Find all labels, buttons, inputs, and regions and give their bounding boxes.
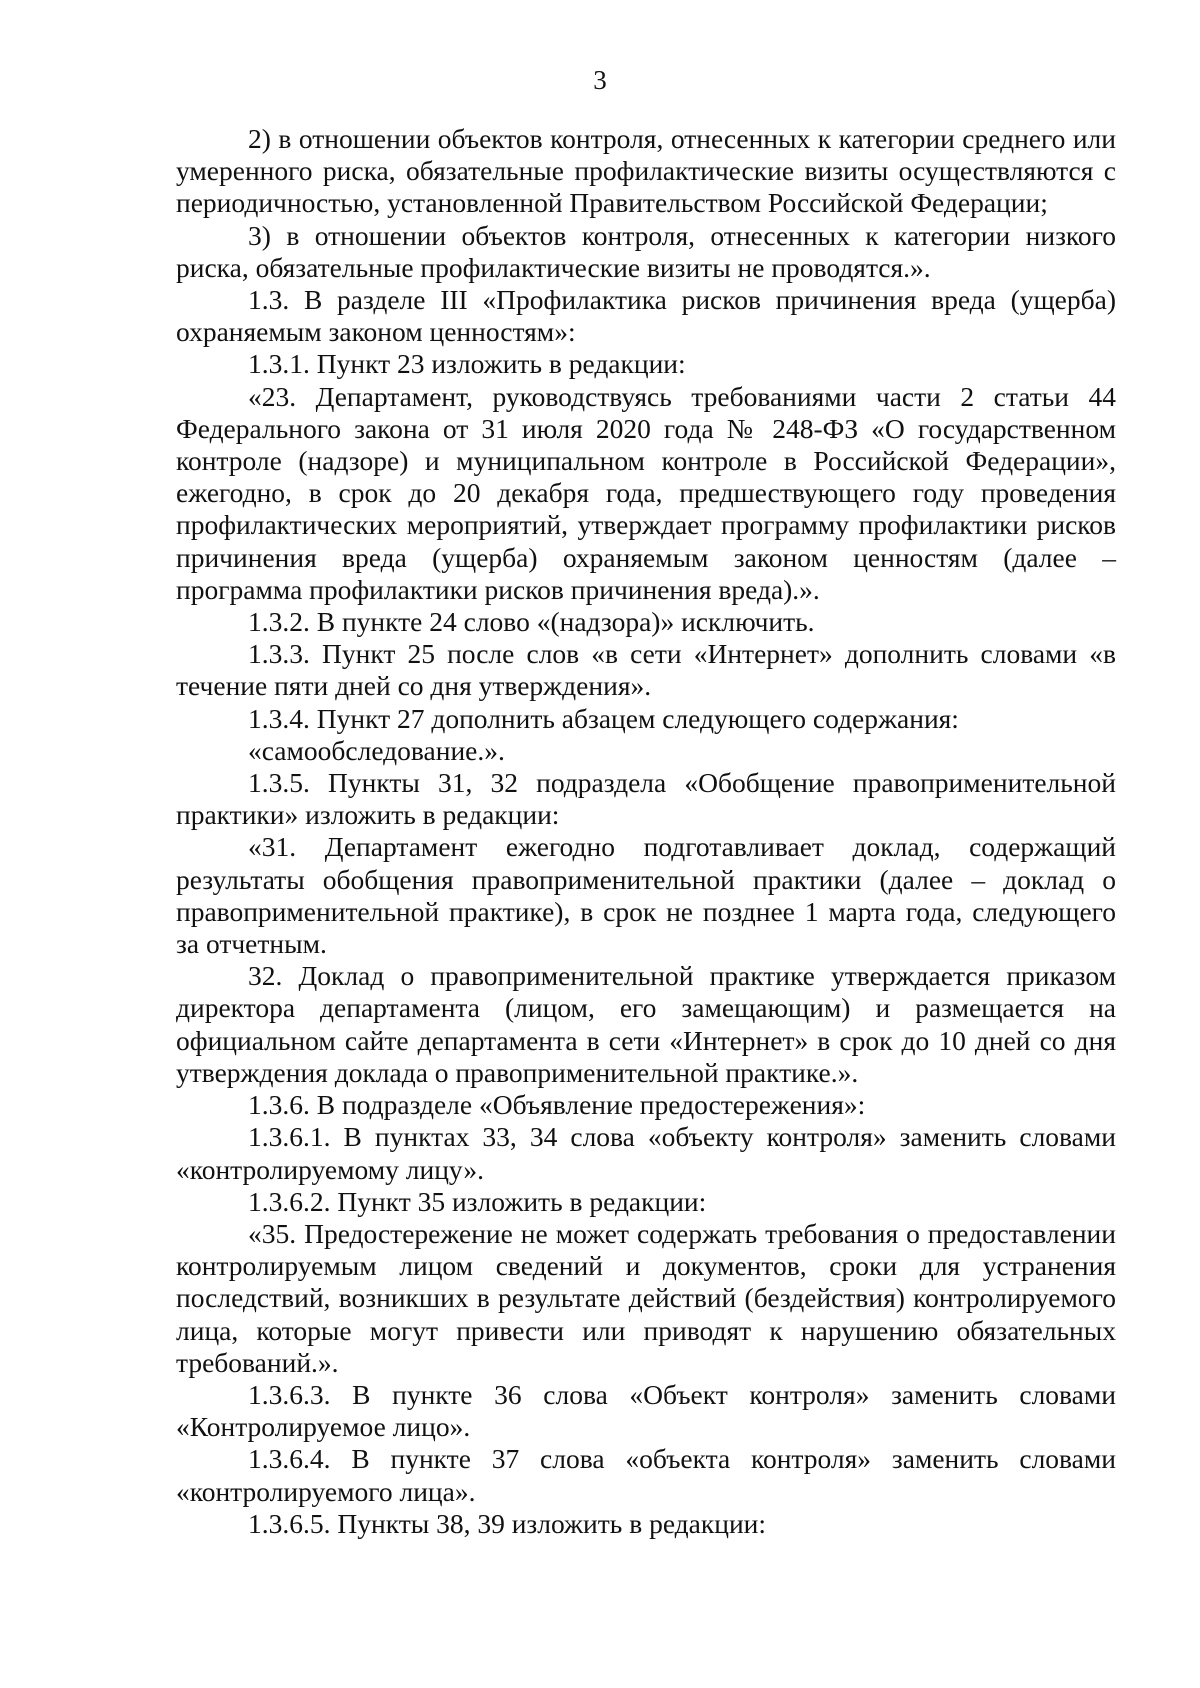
paragraph: «31. Департамент ежегодно подготавливает доклад, содержащий результаты обобщения правоприменительной практики (далее – доклад о правоприменительной практике), в срок не позднее 1 марта года, следующего за отчетным. [176,831,1116,960]
paragraph: 1.3.6.4. В пункте 37 слова «объекта контроля» заменить словами «контролируемого лица». [176,1443,1116,1507]
paragraph: 3) в отношении объектов контроля, отнесенных к категории низкого риска, обязательные профилактические визиты не проводятся.». [176,219,1116,283]
paragraph: 1.3. В разделе III «Профилактика рисков причинения вреда (ущерба) охраняемым законом ценностям»: [176,284,1116,348]
document-body [176,123,1116,1540]
paragraph: 2) в отношении объектов контроля, отнесенных к категории среднего или умеренного риска, обязательные профилактические визиты осуществляются с периодичностью, установленной Правительством Российской Федерации; [176,123,1116,219]
page-number: 3 [593,65,607,95]
paragraph: 1.3.4. Пункт 27 дополнить абзацем следующего содержания: [248,702,959,734]
paragraph: «самообследование.». [248,734,505,766]
paragraph: 1.3.6.5. Пункты 38, 39 изложить в редакции: [248,1507,767,1539]
paragraph: 1.3.5. Пункты 31, 32 подраздела «Обобщение правоприменительной практики» изложить в редакции: [176,767,1116,831]
paragraph: 1.3.1. Пункт 23 изложить в редакции: [248,348,686,380]
paragraph: 1.3.2. В пункте 24 слово «(надзора)» исключить. [248,606,815,638]
paragraph: 1.3.6.1. В пунктах 33, 34 слова «объекту контроля» заменить словами «контролируемому лицу». [176,1121,1116,1185]
paragraph: «23. Департамент, руководствуясь требованиями части 2 статьи 44 Федерального закона от 31 июля 2020 года № 248-ФЗ «О государственном контроле (надзоре) и муниципальном контроле в Российской Федерации», ежегодно, в срок до 20 декабря года, предшествующего году проведения профилактических мероприятий, утверждает программу профилактики рисков причинения вреда (ущерба) охраняемым законом ценностям (далее – программа профилактики рисков причинения вреда).». [176,380,1116,605]
paragraph: 1.3.3. Пункт 25 после слов «в сети «Интернет» дополнить словами «в течение пяти дней со дня утверждения». [176,638,1116,702]
paragraph: «35. Предостережение не может содержать требования о предоставлении контролируемым лицом сведений и документов, сроки для устранения последствий, возникших в результате действий (бездействия) контролируемого лица, которые могут привести или приводят к нарушению обязательных требований.». [176,1217,1116,1378]
paragraph: 1.3.6.3. В пункте 36 слова «Объект контроля» заменить словами «Контролируемое лицо». [176,1378,1116,1443]
paragraph: 1.3.6.2. Пункт 35 изложить в редакции: [248,1185,707,1217]
paragraph: 1.3.6. В подразделе «Объявление предостережения»: [248,1089,866,1121]
paragraph: 32. Доклад о правоприменительной практике утверждается приказом директора департамента (лицом, его замещающим) и размещается на официальном сайте департамента в сети «Интернет» в срок до 10 дней со дня утверждения доклада о правоприменительной практике.». [176,960,1116,1088]
